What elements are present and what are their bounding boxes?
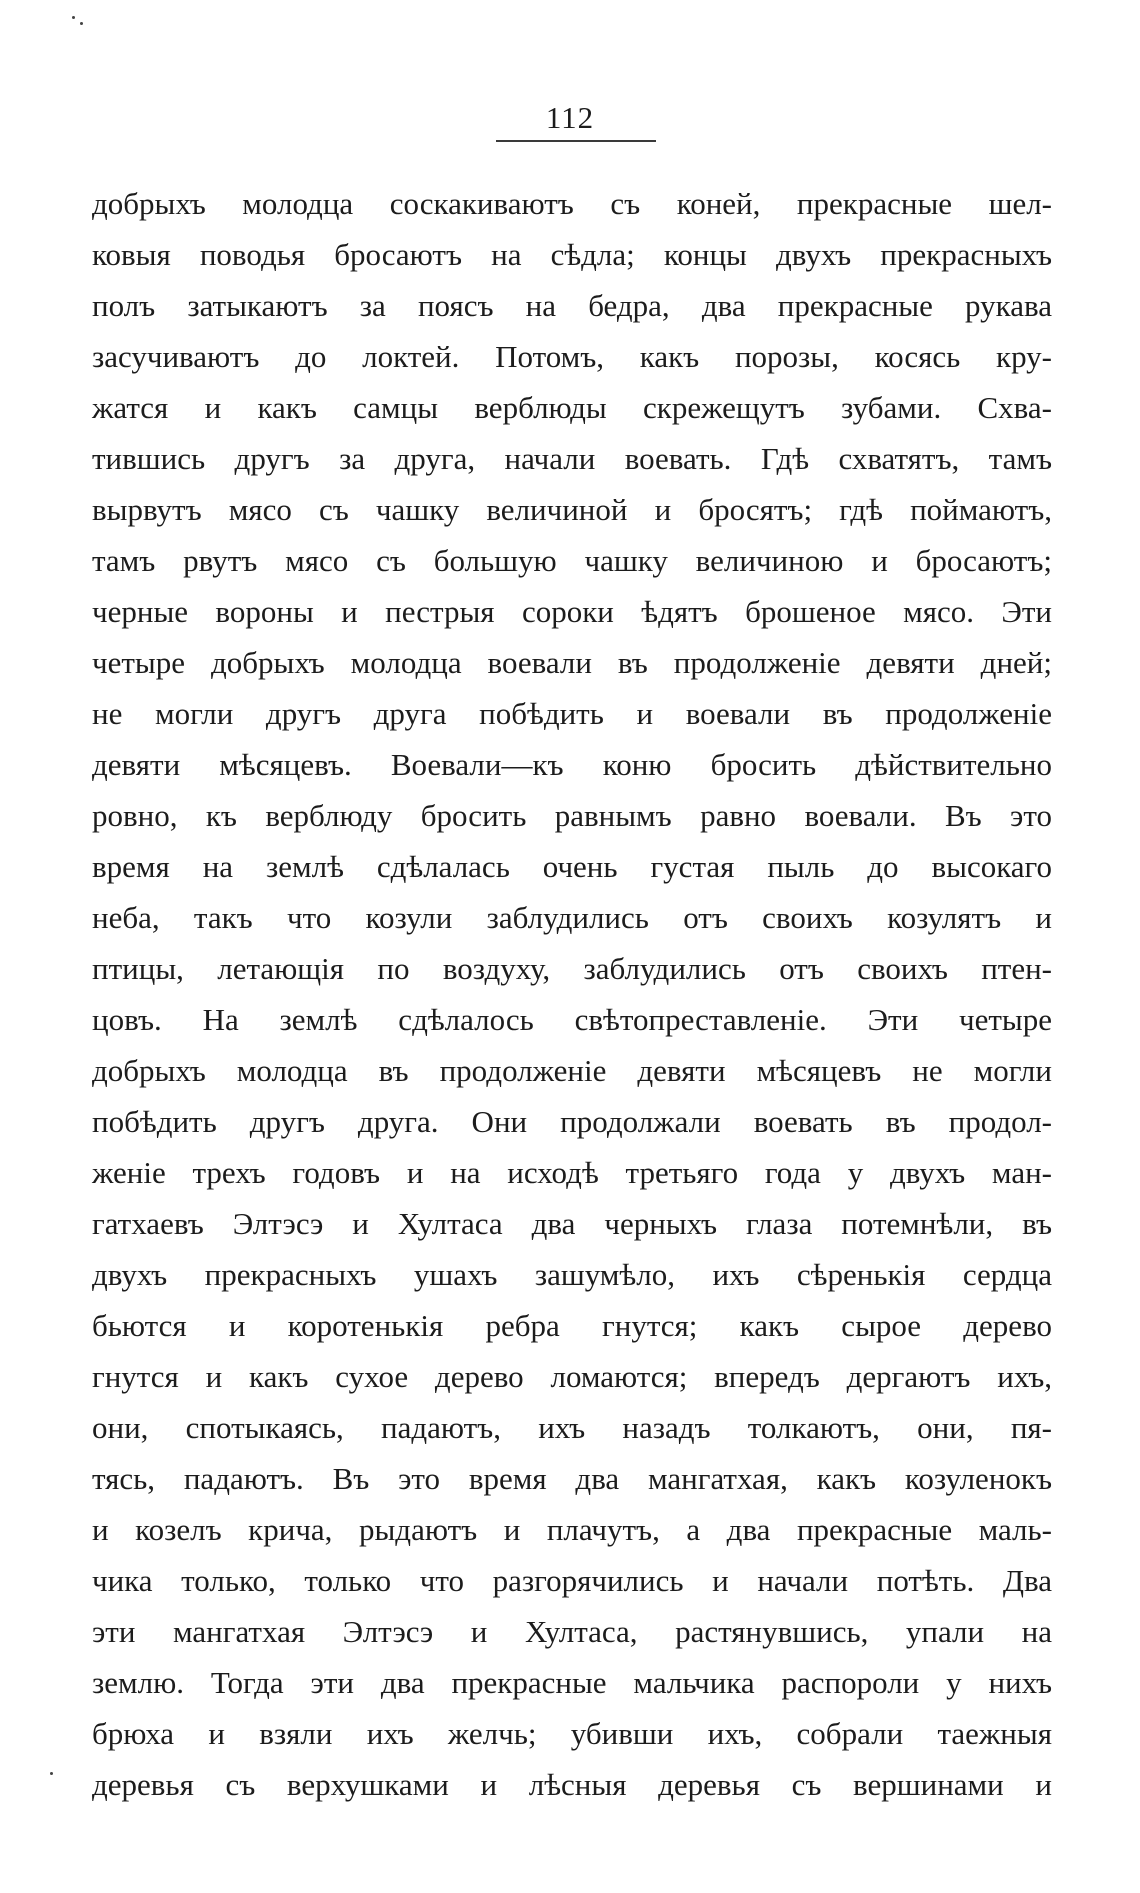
text-line: не могли другъ друга побѣдить и воевали въ продолженіе [92, 696, 1052, 731]
text-line: тившись другъ за друга, начали воевать. Гдѣ схватятъ, тамъ [92, 441, 1052, 476]
text-line: четыре добрыхъ молодца воевали въ продолженіе девяти дней; [92, 645, 1052, 680]
text-line: и козелъ крича, рыдаютъ и плачутъ, а два прекрасные маль- [92, 1512, 1052, 1547]
page-number: 112 [545, 100, 595, 135]
text-line: вырвутъ мясо съ чашку величиной и бросятъ; гдѣ поймаютъ, [92, 492, 1052, 527]
page-number-rule [496, 140, 656, 142]
text-line: землю. Тогда эти два прекрасные мальчика распороли у нихъ [92, 1665, 1052, 1700]
text-line: полъ затыкаютъ за поясъ на бедра, два прекрасные рукава [92, 288, 1052, 323]
text-line: время на землѣ сдѣлалась очень густая пыль до высокаго [92, 849, 1052, 884]
text-line: добрыхъ молодца соскакиваютъ съ коней, прекрасные шел- [92, 186, 1052, 221]
text-line: они, спотыкаясь, падаютъ, ихъ назадъ толкаютъ, они, пя- [92, 1410, 1052, 1445]
text-line: цовъ. На землѣ сдѣлалось свѣтопреставленіе. Эти четыре [92, 1002, 1052, 1037]
text-line: добрыхъ молодца въ продолженіе девяти мѣсяцевъ не могли [92, 1053, 1052, 1088]
text-line: тясь, падаютъ. Въ это время два мангатхая, какъ козуленокъ [92, 1461, 1052, 1496]
text-line: неба, такъ что козули заблудились отъ своихъ козулятъ и [92, 900, 1052, 935]
text-line: птицы, летающія по воздуху, заблудились отъ своихъ птен- [92, 951, 1052, 986]
text-line: ровно, къ верблюду бросить равнымъ равно воевали. Въ это [92, 798, 1052, 833]
text-line: ковыя поводья бросаютъ на сѣдла; концы двухъ прекрасныхъ [92, 237, 1052, 272]
body-text [92, 178, 1052, 1810]
text-line: эти мангатхая Элтэсэ и Хултаса, растянувшись, упали на [92, 1614, 1052, 1649]
scan-speck [72, 16, 75, 19]
text-line: черные вороны и пестрыя сороки ѣдятъ брошеное мясо. Эти [92, 594, 1052, 629]
text-line: деревья съ верхушками и лѣсныя деревья съ вершинами и [92, 1767, 1052, 1802]
text-line: засучиваютъ до локтей. Потомъ, какъ порозы, косясь кру- [92, 339, 1052, 374]
text-line: девяти мѣсяцевъ. Воевали—къ коню бросить дѣйствительно [92, 747, 1052, 782]
scan-speck [50, 1772, 53, 1775]
text-line: побѣдить другъ друга. Они продолжали воевать въ продол- [92, 1104, 1052, 1139]
text-line: двухъ прекрасныхъ ушахъ зашумѣло, ихъ сѣренькія сердца [92, 1257, 1052, 1292]
text-line: гатхаевъ Элтэсэ и Хултаса два черныхъ глаза потемнѣли, въ [92, 1206, 1052, 1241]
text-line: жатся и какъ самцы верблюды скрежещутъ зубами. Схва- [92, 390, 1052, 425]
scan-speck [80, 22, 83, 25]
text-line: бьются и коротенькія ребра гнутся; какъ сырое дерево [92, 1308, 1052, 1343]
text-line: чика только, только что разгорячились и начали потѣть. Два [92, 1563, 1052, 1598]
text-line: гнутся и какъ сухое дерево ломаются; впередъ дергаютъ ихъ, [92, 1359, 1052, 1394]
text-line: тамъ рвутъ мясо съ большую чашку величиною и бросаютъ; [92, 543, 1052, 578]
text-line: брюха и взяли ихъ желчь; убивши ихъ, собрали таежныя [92, 1716, 1052, 1751]
text-line: женіе трехъ годовъ и на исходѣ третьяго года у двухъ ман- [92, 1155, 1052, 1190]
